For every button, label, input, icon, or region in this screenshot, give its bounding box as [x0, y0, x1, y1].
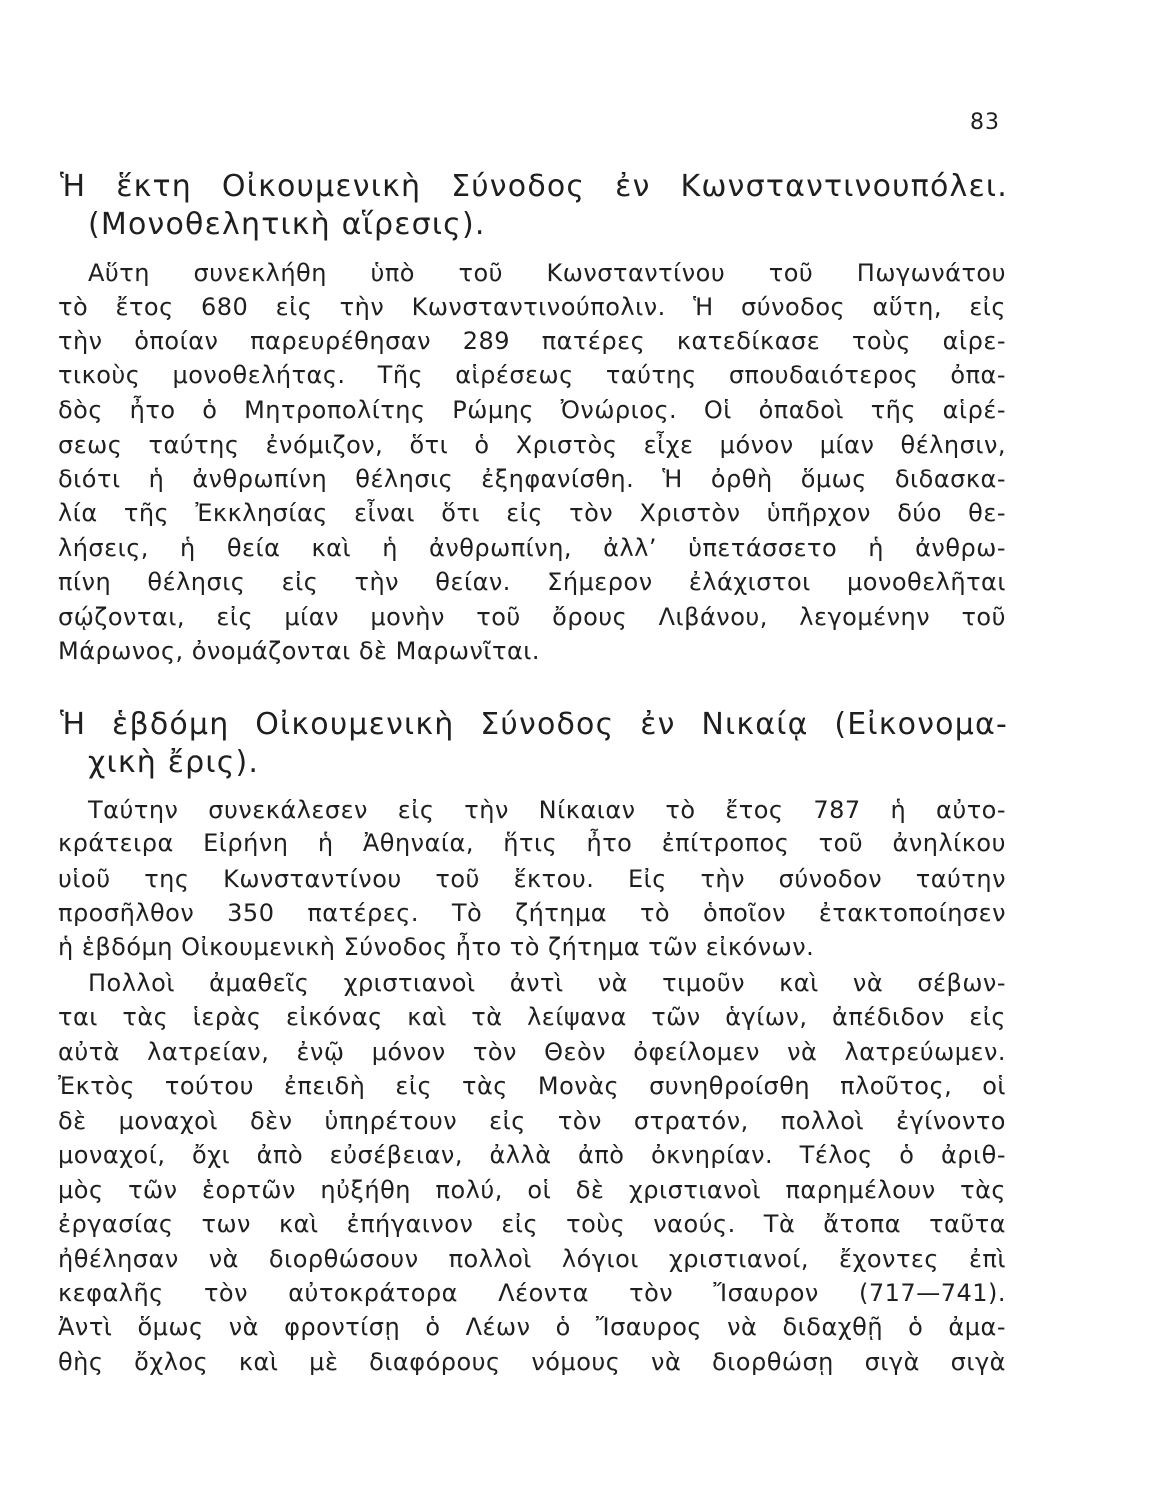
paragraph-line: τὸ ἔτος 680 εἰς τὴν Κωνσταντινούπολιν. Ἡ σύνοδος αὕτη, εἰς	[58, 293, 1006, 321]
paragraph-line: Ἀντὶ ὅμως νὰ φροντίσῃ ὁ Λέων ὁ Ἴσαυρος νὰ διδαχθῇ ὁ ἀμα-	[58, 1313, 1006, 1341]
heading-line: Ἡ ἕκτη Οἰκουμενικὴ Σύνοδος ἐν Κωνσταντινουπόλει.	[60, 169, 1008, 204]
paragraph-line: θὴς ὄχλος καὶ μὲ διαφόρους νόμους νὰ διορθώσῃ σιγὰ σιγὰ	[58, 1348, 1006, 1376]
heading-line: χικὴ ἔρις).	[88, 745, 260, 780]
paragraph-line: λήσεις, ἡ θεία καὶ ἡ ἀνθρωπίνη, ἀλλ’ ὑπετάσσετο ἡ ἀνθρω-	[58, 534, 1006, 562]
section-heading-sixth-council	[60, 168, 1008, 244]
page-number: 83	[970, 110, 1000, 135]
paragraph-line: ἐργασίας των καὶ ἐπήγαινον εἰς τοὺς ναούς. Τὰ ἄτοπα ταῦτα	[58, 1210, 1006, 1238]
paragraph-line: υἱοῦ της Κωνσταντίνου τοῦ ἕκτου. Εἰς τὴν σύνοδον ταύτην	[58, 865, 1006, 893]
paragraph-line: τικοὺς μονοθελήτας. Τῆς αἱρέσεως ταύτης σπουδαιότερος ὀπα-	[58, 361, 1006, 389]
paragraph-line: Ταύτην συνεκάλεσεν εἰς τὴν Νίκαιαν τὸ ἔτος 787 ἡ αὐτο-	[88, 796, 1006, 824]
section-heading-seventh-council	[60, 706, 1008, 782]
paragraph-line: μὸς τῶν ἑορτῶν ηὐξήθη πολύ, οἱ δὲ χριστιανοὶ παρημέλουν τὰς	[58, 1176, 1006, 1204]
paragraph-line: λία τῆς Ἐκκλησίας εἶναι ὅτι εἰς τὸν Χριστὸν ὑπῆρχον δύο θε-	[58, 499, 1006, 527]
paragraph-line: δὸς ἦτο ὁ Μητροπολίτης Ρώμης Ὀνώριος. Οἱ ὀπαδοὶ τῆς αἱρέ-	[58, 396, 1006, 424]
paragraph-line: πίνη θέλησις εἰς τὴν θείαν. Σήμερον ἐλάχιστοι μονοθελῆται	[58, 568, 1006, 596]
paragraph-line: αὐτὰ λατρείαν, ἐνῷ μόνον τὸν Θεὸν ὀφείλομεν νὰ λατρεύωμεν.	[58, 1038, 1006, 1066]
paragraph-line: τὴν ὁποίαν παρευρέθησαν 289 πατέρες κατεδίκασε τοὺς αἱρε-	[58, 327, 1006, 355]
paragraph-line: σῴζονται, εἰς μίαν μονὴν τοῦ ὄρους Λιβάνου, λεγομένην τοῦ	[58, 603, 1006, 631]
paragraph-line: Μάρωνος, ὀνομάζονται δὲ Μαρωνῖται.	[58, 637, 541, 665]
heading-line: (Μονοθελητικὴ αἵρεσις).	[88, 207, 486, 242]
paragraph-line: ἡ ἑβδόμη Οἰκουμενικὴ Σύνοδος ἦτο τὸ ζήτημα τῶν εἰκόνων.	[58, 933, 815, 961]
paragraph-line: κεφαλῆς τὸν αὐτοκράτορα Λέοντα τὸν Ἴσαυρον (717—741).	[58, 1279, 1006, 1307]
paragraph-line: προσῆλθον 350 πατέρες. Τὸ ζήτημα τὸ ὁποῖον ἐτακτοποίησεν	[58, 899, 1006, 927]
paragraph-line: δὲ μοναχοὶ δὲν ὑπηρέτουν εἰς τὸν στρατόν, πολλοὶ ἐγίνοντο	[58, 1107, 1006, 1135]
paragraph-line: ἠθέλησαν νὰ διορθώσουν πολλοὶ λόγιοι χριστιανοί, ἔχοντες ἐπὶ	[58, 1245, 1006, 1273]
paragraph-line: σεως ταύτης ἐνόμιζον, ὅτι ὁ Χριστὸς εἶχε μόνον μίαν θέλησιν,	[58, 431, 1006, 459]
paragraph-line: Ἐκτὸς τούτου ἐπειδὴ εἰς τὰς Μονὰς συνηθροίσθη πλοῦτος, οἱ	[58, 1072, 1006, 1100]
paragraph-line: Πολλοὶ ἀμαθεῖς χριστιανοὶ ἀντὶ νὰ τιμοῦν καὶ νὰ σέβων-	[88, 969, 1006, 997]
paragraph-line: μοναχοί, ὄχι ἀπὸ εὐσέβειαν, ἀλλὰ ἀπὸ ὀκνηρίαν. Τέλος ὁ ἀριθ-	[58, 1141, 1006, 1169]
paragraph-line: Αὕτη συνεκλήθη ὑπὸ τοῦ Κωνσταντίνου τοῦ Πωγωνάτου	[88, 259, 1006, 287]
paragraph-line: διότι ἡ ἀνθρωπίνη θέλησις ἐξηφανίσθη. Ἡ ὀρθὴ ὅμως διδασκα-	[58, 465, 1006, 493]
heading-line: Ἡ ἑβδόμη Οἰκουμενικὴ Σύνοδος ἐν Νικαίᾳ (Εἰκονομα-	[60, 707, 1008, 742]
paragraph-line: ται τὰς ἱερὰς εἰκόνας καὶ τὰ λείψανα τῶν ἁγίων, ἀπέδιδον εἰς	[58, 1003, 1006, 1031]
paragraph-line: κράτειρα Εἰρήνη ἡ Ἀθηναία, ἥτις ἦτο ἐπίτροπος τοῦ ἀνηλίκου	[58, 829, 1006, 857]
